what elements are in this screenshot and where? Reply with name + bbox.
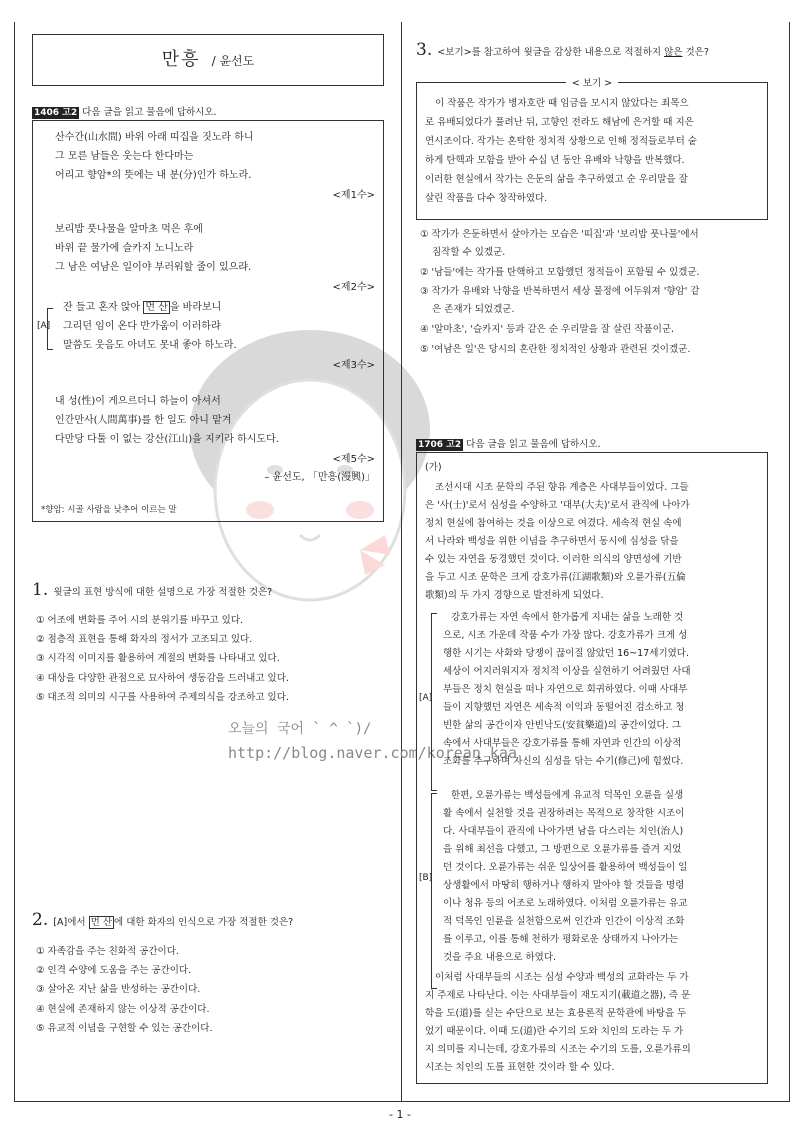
passage-line: 이나 청유 등의 어조로 노래하였다. 이처럼 오륜가류는 유교 xyxy=(443,898,688,909)
option-1: ① 어조에 변화를 주어 시의 분위기를 바꾸고 있다. xyxy=(36,615,244,626)
bogi-header: < 보기 > xyxy=(417,75,767,89)
passage-line: 들이 지향했던 자연은 세속적 이익과 동떨어진 검소하고 청 xyxy=(443,702,685,713)
bogi-line: 연시조이다. 작가는 혼탁한 정치적 상황으로 인해 정적들로부터 숱 xyxy=(425,136,697,147)
question-text: 윗글의 표현 방식에 대한 설명으로 가장 적절한 것은? xyxy=(53,587,273,598)
passage-ga-label: (가) xyxy=(425,462,442,473)
poem-line: 바위 끝 물가에 슬카지 노니노라 xyxy=(55,243,194,254)
set1-tag: 1406 고2 xyxy=(34,108,78,118)
passage-line: 던 것이다. 오륜가류는 쉬운 일상어를 활용하여 백성들이 일 xyxy=(443,862,688,873)
page-title: 만흥 xyxy=(161,49,201,70)
passage-line: 서 나라와 백성을 위한 이념을 추구하면서 동시에 심성을 닦을 xyxy=(425,536,679,547)
bogi-line: 하게 탄핵과 모함을 받아 수십 년 동안 유배와 낙향을 반복했다. xyxy=(425,155,685,166)
option-2: ② 점층적 표현을 통해 화자의 정서가 고조되고 있다. xyxy=(36,634,253,645)
passage-line: 강호가류는 자연 속에서 한가롭게 지내는 삶을 노래한 것 xyxy=(451,612,684,623)
bogi-box xyxy=(416,78,768,220)
option-4: ④ 대상을 다양한 관점으로 묘사하여 생동감을 드러내고 있다. xyxy=(36,673,289,684)
passage-line: 었기 때문이다. 이때 도(道)란 수기의 도와 치인의 도라는 두 가 xyxy=(425,1026,684,1037)
stanza-label: <제1수> xyxy=(332,190,375,201)
option-4: ④ '알마초', '슬카지' 등과 같은 순 우리말을 잘 살린 작품이군. xyxy=(420,324,675,335)
question-number: 3. xyxy=(416,40,433,60)
passage-line: 조선시대 시조 문학의 주된 향유 계층은 사대부들이었다. 그들 xyxy=(435,482,689,493)
option-1-cont: 짐작할 수 있겠군. xyxy=(432,247,506,258)
passage-line: 한편, 오륜가류는 백성들에게 유교적 덕목인 오륜을 실생 xyxy=(451,790,684,801)
passage-line: 을 위해 최선을 다했고, 그 방편으로 오륜가류를 즐겨 지었 xyxy=(443,844,682,855)
passage-line: 지 주제로 나타난다. 이는 사대부들이 재도지기(載道之器), 즉 문 xyxy=(425,990,691,1001)
stanza-label: <제5수> xyxy=(332,454,375,465)
poem-box xyxy=(32,120,384,522)
question-number: 1. xyxy=(32,580,49,600)
poem-line: 다만당 다툴 이 없는 강산(江山)을 지키라 하시도다. xyxy=(55,434,279,445)
bracket-b xyxy=(431,793,437,989)
passage-line: 을 두고 시조 문학은 크게 강호가류(江湖歌類)와 오륜가류(五倫 xyxy=(425,572,686,583)
poem-line: 그리던 임이 온다 반가움이 이러하랴 xyxy=(63,321,221,332)
question-1 xyxy=(32,580,272,600)
stanza-label: <제3수> xyxy=(332,360,375,371)
passage-line: 이처럼 사대부들의 시조는 심성 수양과 백성의 교화라는 두 가 xyxy=(435,972,689,983)
watermark-title: 오늘의 국어 ` ^ `)/ xyxy=(228,721,372,737)
passage-line: 은 '사(士)'로서 심성을 수양하고 '대부(大夫)'로서 관직에 나아가 xyxy=(425,500,690,511)
option-5: ⑤ '여남은 일'은 당시의 혼란한 정치적인 상황과 관련된 것이겠군. xyxy=(420,344,691,355)
watermark-url: http://blog.naver.com/korean_kaa xyxy=(228,744,517,762)
passage-line: 으로, 시조 가운데 작품 수가 가장 많다. 강호가류가 크게 성 xyxy=(443,630,688,641)
poem-source: – 윤선도, 「만흥(漫興)」 xyxy=(264,472,375,483)
passage-line: 상생활에서 마땅히 행하거나 행하지 말아야 할 것들을 명령 xyxy=(443,880,685,891)
boxed-word: 먼 산 xyxy=(90,917,112,928)
option-1: ① 자족감을 주는 친화적 공간이다. xyxy=(36,946,179,957)
poem-line: 그 남은 여남은 일이야 부러워할 줄이 있으랴. xyxy=(55,262,252,273)
passage-box xyxy=(416,452,768,1084)
poem-line: 말씀도 웃음도 아녀도 못내 좋아 하노라. xyxy=(63,340,237,351)
option-4: ④ 현실에 존재하지 않는 이상적 공간이다. xyxy=(36,1004,210,1015)
passage-line: 학을 도(道)를 싣는 수단으로 보는 효용론적 문학관에 바탕을 두 xyxy=(425,1008,687,1019)
option-1: ① 작가가 은둔하면서 살아가는 모습은 '띠집'과 '보리밥 풋나물'에서 xyxy=(420,229,699,240)
set1-heading xyxy=(32,100,217,119)
option-2: ② 인격 수양에 도움을 주는 공간이다. xyxy=(36,965,192,976)
passage-line: 수 있는 자연을 동경했던 것이다. 이러한 의식의 양면성에 기반 xyxy=(425,554,682,565)
option-5: ⑤ 유교적 이념을 구현할 수 있는 공간이다. xyxy=(36,1023,213,1034)
set2-heading xyxy=(416,432,601,451)
question-2: 2. [A]에서 먼 산 에 대한 화자의 인식으로 가장 적절한 것은? xyxy=(32,910,294,930)
poem-line: 보리밥 풋나물을 알마초 먹은 후에 xyxy=(55,224,203,235)
passage-line: 다. 사대부들이 관직에 나아가면 남을 다스리는 치인(治人) xyxy=(443,826,684,837)
option-2: ② '남들'에는 작가를 탄핵하고 모함했던 정적들이 포함될 수 있겠군. xyxy=(420,267,700,278)
bogi-line: 이러한 현실에서 작가는 은둔의 삶을 추구하였고 순 우리말을 잘 xyxy=(425,174,688,185)
poem-line: 어리고 향암*의 뜻에는 내 분(分)인가 하노라. xyxy=(55,170,252,181)
passage-line: 빈한 삶의 공간이자 안빈낙도(安貧樂道)의 공간이었다. 그 xyxy=(443,720,681,731)
title-box xyxy=(32,34,384,86)
passage-line: 적 덕목인 인륜을 실천함으로써 인간과 인간이 이상적 조화 xyxy=(443,916,685,927)
title-author: / 윤선도 xyxy=(211,54,255,68)
bogi-line: 로 유배되었다가 풀려난 뒤, 고향인 전라도 해남에 은거할 때 지은 xyxy=(425,117,694,128)
poem-line: 인간만사(人間萬事)를 한 일도 아니 맡겨 xyxy=(55,415,232,426)
option-5: ⑤ 대조적 의미의 시구를 사용하여 주제의식을 강조하고 있다. xyxy=(36,692,289,703)
bogi-line: 살린 작품을 다수 창작하였다. xyxy=(425,193,548,204)
passage-line: 지 의미를 지니는데, 강호가류의 시조는 수기의 도를, 오륜가류의 xyxy=(425,1044,691,1055)
passage-line: 것을 주요 내용으로 하였다. xyxy=(443,952,557,963)
passage-line: 시조는 치인의 도를 표현한 것이라 할 수 있다. xyxy=(425,1062,615,1073)
poem-footnote: *향암: 시골 사람을 낮추어 이르는 말 xyxy=(41,505,177,515)
passage-line: 활 속에서 실천할 것을 권장하려는 목적으로 창작한 시조이 xyxy=(443,808,685,819)
passage-line: 를 이루고, 이를 통해 천하가 평화로운 상태까지 나아가는 xyxy=(443,934,679,945)
passage-line: 歌類)의 두 가지 경향으로 발전하게 되었다. xyxy=(425,590,604,601)
poem-line: 내 성(性)이 게으르더니 하늘이 아셔서 xyxy=(55,396,221,407)
poem-line: 잔 들고 혼자 앉아 먼 산 을 바라보니 xyxy=(63,302,222,313)
bogi-line: 이 작품은 작가가 병자호란 때 임금을 모시지 않았다는 죄목으 xyxy=(435,98,689,109)
poem-line: 산수간(山水間) 바위 아래 띠집을 짓노라 하니 xyxy=(55,132,254,143)
passage-line: 부들은 정치 현실을 떠나 자연으로 회귀하였다. 이때 사대부 xyxy=(443,684,688,695)
option-3-cont: 은 존재가 되었겠군. xyxy=(432,304,515,315)
bracket-b-label: [B] xyxy=(419,873,433,883)
option-3: ③ 작가가 유배와 낙향을 반복하면서 세상 물정에 어두워져 '향암' 같 xyxy=(420,286,700,297)
boxed-word: 먼 산 xyxy=(145,302,168,313)
passage-line: 행한 시기는 사화와 당쟁이 끊이질 않았던 16~17세기였다. xyxy=(443,648,689,659)
poem-line: 그 모른 남들은 웃는다 한다마는 xyxy=(55,151,194,162)
bracket-a-label: [A] xyxy=(419,693,433,703)
passage-line: 조화를 추구하며 자신의 심성을 닦는 수기(修己)에 힘썼다. xyxy=(443,756,684,767)
option-3: ③ 살아온 지난 삶을 반성하는 공간이다. xyxy=(36,984,201,995)
underlined-word: 않은 xyxy=(664,47,683,58)
stanza-label: <제2수> xyxy=(332,282,375,293)
set1-instruction: 다음 글을 읽고 물음에 답하시오. xyxy=(82,107,217,118)
question-number: 2. xyxy=(32,910,49,930)
page-number: - 1 - xyxy=(389,1108,411,1121)
passage-line: 세상이 어지러워지자 정치적 이상을 실현하기 어려웠던 사대 xyxy=(443,666,691,677)
set2-instruction: 다음 글을 읽고 물음에 답하시오. xyxy=(466,439,601,450)
bracket-a-label: [A] xyxy=(37,321,51,331)
option-3: ③ 시각적 이미지를 활용하여 계절의 변화를 나타내고 있다. xyxy=(36,653,280,664)
set2-tag: 1706 고2 xyxy=(418,440,462,450)
question-3: 3. <보기>를 참고하여 윗글을 감상한 내용으로 적절하지 않은 것은? xyxy=(416,40,709,60)
passage-line: 정치 현실에 참여하는 것을 이상으로 여겼다. 세속적 현실 속에 xyxy=(425,518,682,529)
passage-line: 속에서 사대부들은 강호가류를 통해 자연과 인간의 이상적 xyxy=(443,738,682,749)
